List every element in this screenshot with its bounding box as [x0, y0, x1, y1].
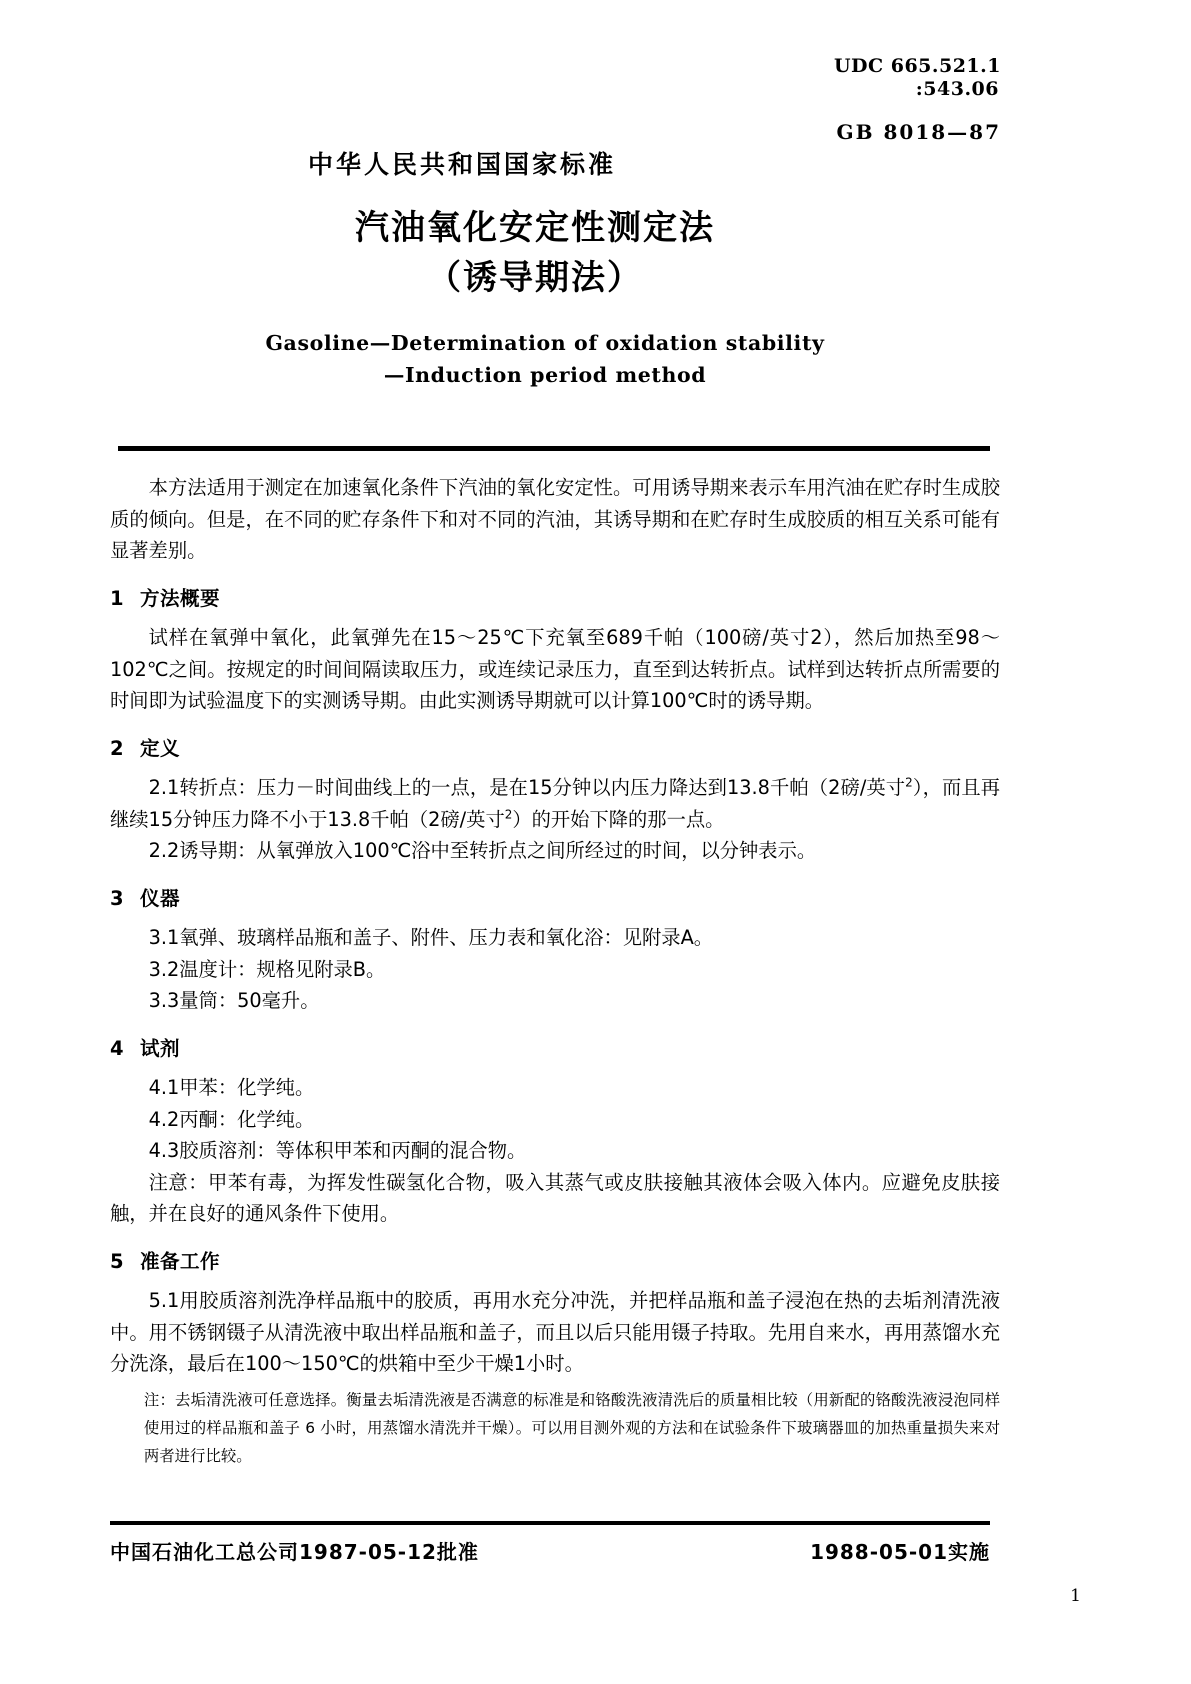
scope-paragraph: 本方法适用于测定在加速氧化条件下汽油的氧化安定性。可用诱导期来表示车用汽油在贮存时生成胶质的倾向。但是，在不同的贮存条件下和对不同的汽油，其诱导期和在贮存时生成胶质的相互关系可能有显著差别。	[110, 476, 1000, 562]
clause-number-4-1: 4.1	[148, 1076, 180, 1099]
title-block	[300, 206, 770, 302]
clause-3-1	[110, 922, 1000, 954]
section-number-2: 2	[110, 736, 125, 760]
clause-text-3-2: 温度计：规格见附录B。	[179, 957, 386, 981]
issuing-organization: 中华人民共和国国家标准	[308, 150, 617, 179]
section-title-3: 仪器	[140, 886, 181, 910]
clause-text-3-3: 量筒：50毫升。	[179, 989, 320, 1012]
english-title	[215, 328, 875, 392]
page-number: 1	[1070, 1586, 1081, 1606]
document-header	[0, 150, 1191, 391]
section-title-1: 方法概要	[140, 586, 221, 610]
clause-4-2	[110, 1104, 1000, 1136]
clause-number-5-1: 5.1	[148, 1289, 180, 1312]
section-title-5: 准备工作	[140, 1249, 221, 1273]
udc-code-line-2: :543.06	[915, 78, 999, 100]
clause-3-3	[110, 985, 1000, 1017]
document-body	[110, 472, 1000, 1470]
page-subtitle: （诱导期法）	[427, 257, 643, 298]
section-title-2: 定义	[140, 736, 181, 760]
section-1-body: 试样在氧弹中氧化，此氧弹先在15～25℃下充氧至689千帕（100磅/英寸2），然后加热至98～102℃之间。按规定的时间间隔读取压力，或连续记录压力，直至到达转折点。试样到达转折点所需要的时间即为试验温度下的实测诱导期。由此实测诱导期就可以计算100℃时的诱导期。	[110, 626, 1000, 712]
clause-3-2	[110, 954, 1000, 986]
clause-text-5-1: 用胶质溶剂洗净样品瓶中的胶质，再用水充分冲洗，并把样品瓶和盖子浸泡在热的去垢剂清洗液中。用不锈钢镊子从清洗液中取出样品瓶和盖子，而且以后只能用镊子持取。先用自来水，再用蒸馏水充分洗涤，最后在100～150℃的烘箱中至少干燥1小时。	[110, 1289, 1000, 1375]
document-footer	[110, 1536, 990, 1565]
section-number-3: 3	[110, 886, 125, 910]
clause-number-4-2: 4.2	[148, 1107, 180, 1131]
clause-2-2	[110, 835, 1000, 867]
udc-code-line-1: UDC 665.521.1	[833, 55, 1001, 77]
clause-text-2-1-c: ）的开始下降的那一点。	[512, 807, 725, 831]
standard-number: GB 8018—87	[836, 120, 1001, 144]
clause-2-1	[110, 772, 1000, 835]
clause-number-2-2: 2.2	[148, 839, 180, 862]
approval-statement: 中国石油化工总公司1987-05-12批准	[110, 1540, 479, 1564]
clause-4-3	[110, 1135, 1000, 1167]
clause-5-1	[110, 1285, 1000, 1380]
section-heading-4	[110, 1033, 1000, 1065]
clause-text-2-1-a: 转折点：压力－时间曲线上的一点，是在15分钟以内压力降达到13.8千帕（2磅/英寸	[179, 776, 906, 799]
superscript-2-1-a: 2	[905, 775, 913, 790]
section-heading-5	[110, 1246, 1000, 1278]
clause-text-3-1: 氧弹、玻璃样品瓶和盖子、附件、压力表和氧化浴：见附录A。	[179, 926, 714, 949]
clause-text-2-1-b: ），而且再继续15分钟压力降不小于13.8千帕（2磅/英寸	[110, 776, 1000, 831]
section-5-note	[110, 1386, 1000, 1470]
clause-number-4-3: 4.3	[148, 1139, 180, 1162]
section-number-4: 4	[110, 1036, 125, 1060]
standard-code-block	[834, 55, 1001, 144]
section-4-caution: 注意：甲苯有毒，为挥发性碳氢化合物，吸入其蒸气或皮肤接触其液体会吸入体内。应避免皮肤接触，并在良好的通风条件下使用。	[110, 1170, 1000, 1225]
note-text: 去垢清洗液可任意选择。衡量去垢清洗液是否满意的标准是和铬酸洗液清洗后的质量相比较（用新配的铬酸洗液浸泡同样使用过的样品瓶和盖子 6 小时，用蒸馏水清洗并干燥）。可以用目测外观的方法和在试验条件下玻璃器皿的加热重量损失来对两者进行比较。	[143, 1390, 1000, 1465]
header-divider-rule	[118, 446, 990, 451]
note-label: 注：	[143, 1390, 176, 1409]
clause-text-4-1: 甲苯：化学纯。	[179, 1076, 315, 1099]
clause-number-3-2: 3.2	[148, 957, 180, 981]
section-number-5: 5	[110, 1249, 125, 1273]
section-number-1: 1	[110, 586, 125, 610]
page-title: 汽油氧化安定性测定法	[355, 208, 715, 248]
superscript-2-1-b: 2	[504, 807, 513, 822]
clause-number-3-1: 3.1	[148, 926, 180, 949]
clause-text-4-3: 胶质溶剂：等体积甲苯和丙酮的混合物。	[179, 1139, 527, 1162]
implementation-date: 1988-05-01实施	[810, 1540, 990, 1564]
section-heading-2	[110, 733, 1000, 765]
section-title-4: 试剂	[140, 1036, 181, 1060]
clause-text-2-2: 诱导期：从氧弹放入100℃浴中至转折点之间所经过的时间，以分钟表示。	[179, 839, 817, 862]
clause-number-2-1: 2.1	[148, 776, 180, 799]
clause-text-4-2: 丙酮：化学纯。	[179, 1107, 315, 1131]
section-heading-3	[110, 883, 1000, 915]
clause-4-1	[110, 1072, 1000, 1104]
clause-number-3-3: 3.3	[148, 989, 180, 1012]
footer-divider-rule	[110, 1521, 990, 1525]
english-title-line-1: Gasoline—Determination of oxidation stability	[265, 330, 825, 355]
section-heading-1	[110, 583, 1000, 615]
english-title-line-2: —Induction period method	[383, 362, 707, 387]
